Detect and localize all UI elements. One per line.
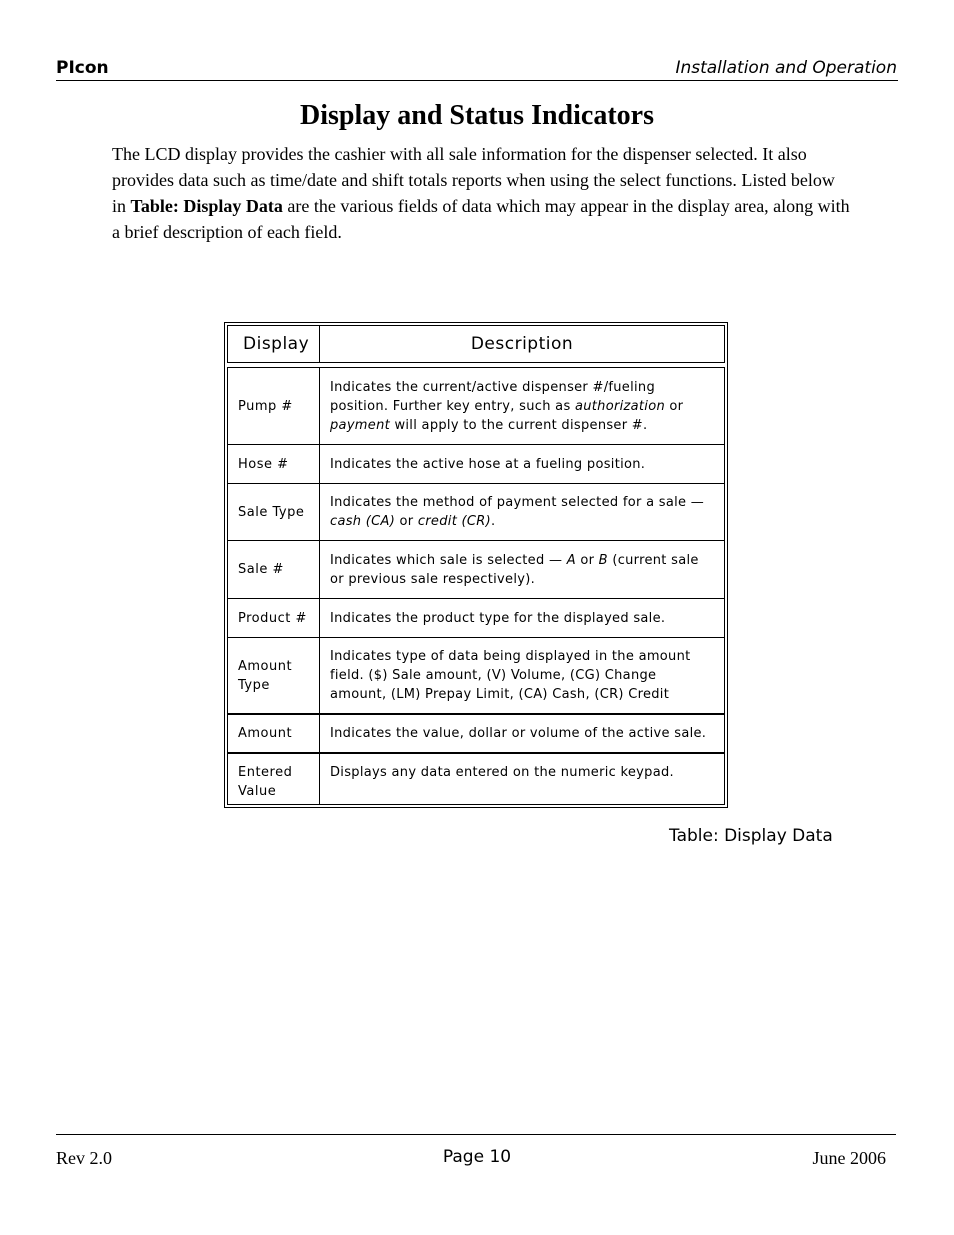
display-cell: Sale # xyxy=(228,541,320,598)
display-cell: Hose # xyxy=(228,445,320,483)
description-cell: Indicates the product type for the displayed sale. xyxy=(330,610,666,626)
intro-text-2: are the various fields of data which may appear in the display area, along with a brief description of each field. xyxy=(112,196,850,242)
table-row xyxy=(228,368,724,445)
footer-divider xyxy=(56,1134,896,1135)
column-header-description: Description xyxy=(470,334,574,354)
display-cell: Sale Type xyxy=(228,484,320,540)
intro-text-1: The LCD display provides the cashier with all sale information for the dispenser selected. It also provides data such as time/date and shift totals reports when using the select functions. Listed below in xyxy=(112,144,835,216)
header-product-name: PIcon xyxy=(56,58,109,78)
description-cell: Indicates type of data being displayed in the amount field. ($) Sale amount, (V) Volume, (CG) Change amount, (LM) Prepay Limit, (CA) Cash, (CR) Credit xyxy=(330,649,691,702)
table-row xyxy=(228,599,724,638)
footer-date: June 2006 xyxy=(812,1148,886,1168)
display-data-table xyxy=(227,367,725,805)
header-section-title: Installation and Operation xyxy=(675,58,897,78)
display-cell: Amount xyxy=(228,715,320,752)
footer-revision: Rev 2.0 xyxy=(56,1148,112,1168)
description-cell: Displays any data entered on the numeric keypad. xyxy=(330,765,674,780)
display-cell: Amount Type xyxy=(228,638,320,713)
table-row xyxy=(228,754,724,804)
description-cell: Indicates the current/active dispenser #/fueling position. Further key entry, such as authorization or payment will apply to the current dispenser #. xyxy=(330,379,684,433)
footer-page-number: Page 10 xyxy=(442,1147,512,1167)
description-cell: Indicates the active hose at a fueling position. xyxy=(330,456,646,472)
table-row xyxy=(228,445,724,484)
intro-table-reference: Table: Display Data xyxy=(130,196,283,216)
table-row xyxy=(228,484,724,541)
header-divider xyxy=(56,80,898,81)
display-cell: Entered Value xyxy=(228,754,320,804)
column-header-display: Display xyxy=(228,326,320,362)
table-row xyxy=(228,715,724,754)
description-cell: Indicates the method of payment selected for a sale — cash (CA) or credit (CR). xyxy=(330,495,705,529)
page-title: Display and Status Indicators xyxy=(300,100,654,131)
table-row xyxy=(228,541,724,599)
intro-paragraph xyxy=(112,141,852,245)
description-cell: Indicates which sale is selected — A or B (current sale or previous sale respectively). xyxy=(330,552,699,587)
table-caption: Table: Display Data xyxy=(669,826,833,846)
description-cell: Indicates the value, dollar or volume of the active sale. xyxy=(330,726,707,741)
table-row xyxy=(228,638,724,715)
display-cell: Pump # xyxy=(228,368,320,444)
table-header-row xyxy=(227,325,725,363)
display-cell: Product # xyxy=(228,599,320,637)
